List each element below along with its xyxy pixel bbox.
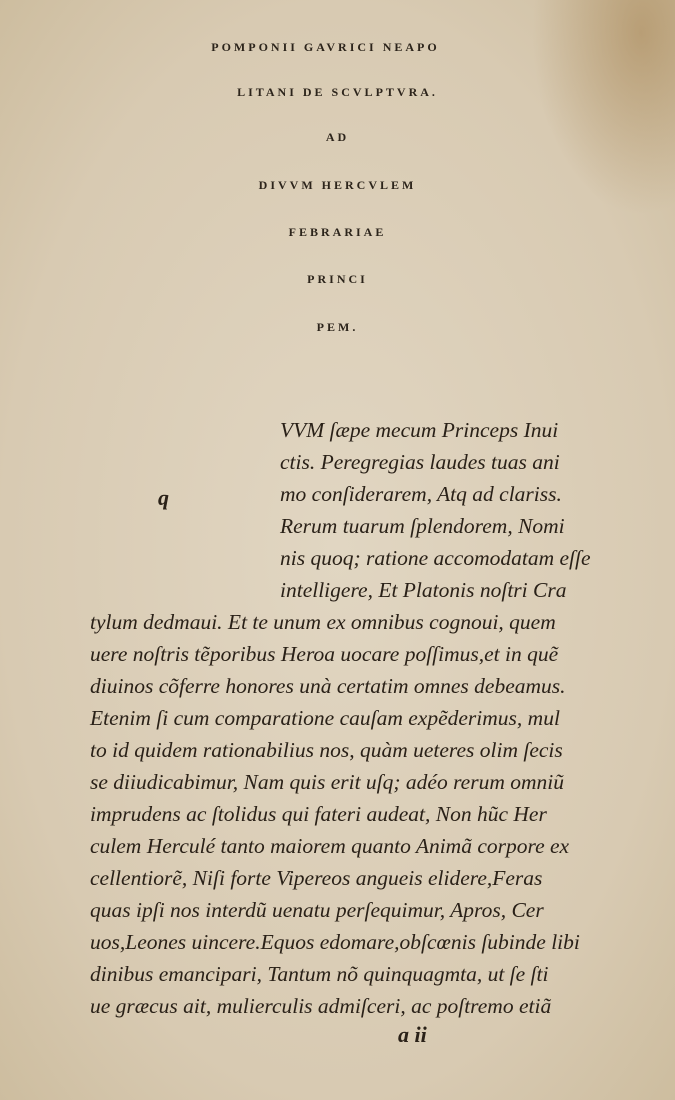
body-line-1: VVM ſæpe mecum Princeps Inui [280,418,559,442]
title-line-1: POMPONII GAVRICI NEAPO [211,40,440,54]
body-line-3: mo conſiderarem, Atq ad clariss. [280,482,562,506]
initial-guide-letter: q [158,485,169,510]
body-line-12: se diiudicabimur, Nam quis erit uſq; adéo rerum omniũ [90,770,564,794]
title-line-4: DIVVM HERCVLEM [258,178,417,192]
body-line-14: culem Herculé tanto maiorem quanto Animã corpore ex [90,834,570,858]
title-line-7: PEM. [316,320,359,334]
body-line-2: ctis. Peregregias laudes tuas ani [280,450,560,474]
body-line-4: Rerum tuarum ſplendorem, Nomi [280,514,565,538]
body-line-18: dinibus emancipari, Tantum nõ quinquagmta, ut ſe ſti [90,962,549,986]
title-line-5: FEBRARIAE [288,225,387,239]
title-line-6: PRINCI [307,272,368,286]
title-line-2: LITANI DE SCVLPTVRA. [237,85,438,99]
body-line-15: cellentiorẽ, Niſi forte Vipereos angueis elidere,Feras [90,866,543,890]
title-line-3: AD [325,130,350,144]
body-line-16: quas ipſi nos interdũ uenatu perſequimur, Apros, Cer [90,898,544,922]
body-line-19: ue græcus ait, mulierculis admiſceri, ac poſtremo etiã [90,994,552,1018]
body-line-6: intelligere, Et Platonis noſtri Cra [280,578,567,602]
body-line-8: uere noſtris tẽporibus Heroa uocare poſſimus,et in quẽ [90,642,559,666]
body-line-17: uos,Leones uincere.Equos edomare,obſcœnis ſubinde libi [90,930,580,954]
body-line-13: imprudens ac ſtolidus qui fateri audeat, Non hũc Her [90,802,547,826]
body-line-7: tylum dedmaui. Et te unum ex omnibus cognoui, quem [90,610,556,634]
body-line-5: nis quoq; ratione accomodatam eſſe [280,546,591,570]
body-line-10: Etenim ſi cum comparatione cauſam expẽderimus, mul [90,706,560,730]
body-line-9: diuinos cõferre honores unà certatim omnes debeamus. [90,674,566,698]
signature-mark: a ii [398,1022,427,1047]
body-line-11: to id quidem rationabilius nos, quàm ueteres olim ſecis [90,738,563,762]
